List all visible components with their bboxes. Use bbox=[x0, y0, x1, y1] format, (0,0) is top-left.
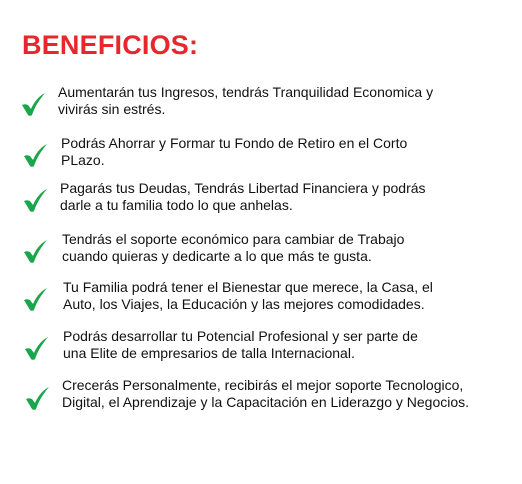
benefit-line: Tendrás el soporte económico para cambiar de Trabajo bbox=[62, 231, 405, 247]
benefit-line: Aumentarán tus Ingresos, tendrás Tranquilidad Economica y bbox=[58, 84, 434, 100]
benefit-text bbox=[58, 84, 433, 118]
benefit-item-5 bbox=[0, 279, 522, 325]
benefit-line: Digital, el Aprendizaje y la Capacitación en Liderazgo y Negocios. bbox=[62, 394, 470, 410]
checkmark-icon bbox=[20, 92, 46, 118]
benefit-line: Crecerás Personalmente, recibirás el mejor soporte Tecnologico, bbox=[62, 377, 464, 393]
benefit-line: cuando quieras y dedicarte a lo que más te gusta. bbox=[62, 248, 372, 264]
benefit-item-2 bbox=[0, 135, 522, 181]
benefit-line: Auto, los Viajes, la Educación y las mejores comodidades. bbox=[63, 296, 425, 312]
benefit-line: Tu Familia podrá tener el Bienestar que merece, la Casa, el bbox=[63, 279, 433, 295]
benefit-text bbox=[62, 377, 469, 411]
benefit-text bbox=[61, 135, 407, 169]
benefit-item-7 bbox=[0, 377, 522, 423]
benefit-line: darle a tu familia todo lo que anhelas. bbox=[60, 197, 293, 213]
benefit-text bbox=[63, 279, 433, 313]
benefit-item-3 bbox=[0, 180, 522, 226]
benefit-text bbox=[63, 328, 418, 362]
checkmark-icon bbox=[22, 188, 48, 214]
benefit-item-4 bbox=[0, 231, 522, 277]
benefit-text bbox=[60, 180, 426, 214]
checkmark-icon bbox=[24, 386, 50, 412]
checkmark-icon bbox=[23, 336, 49, 362]
checkmark-icon bbox=[22, 143, 48, 169]
benefit-line: Podrás desarrollar tu Potencial Profesional y ser parte de bbox=[63, 328, 418, 344]
page-title: BENEFICIOS: bbox=[22, 30, 199, 60]
benefit-item-6 bbox=[0, 328, 522, 374]
checkmark-icon bbox=[22, 287, 48, 313]
benefit-text bbox=[62, 231, 404, 265]
benefit-line: vivirás sin estrés. bbox=[58, 101, 166, 117]
benefit-line: Pagarás tus Deudas, Tendrás Libertad Financiera y podrás bbox=[60, 180, 426, 196]
checkmark-icon bbox=[22, 239, 48, 265]
benefit-line: Podrás Ahorrar y Formar tu Fondo de Retiro en el Corto bbox=[61, 135, 408, 151]
benefit-line: PLazo. bbox=[61, 152, 105, 168]
benefit-item-1 bbox=[0, 84, 522, 130]
benefit-line: una Elite de empresarios de talla Internacional. bbox=[63, 345, 355, 361]
